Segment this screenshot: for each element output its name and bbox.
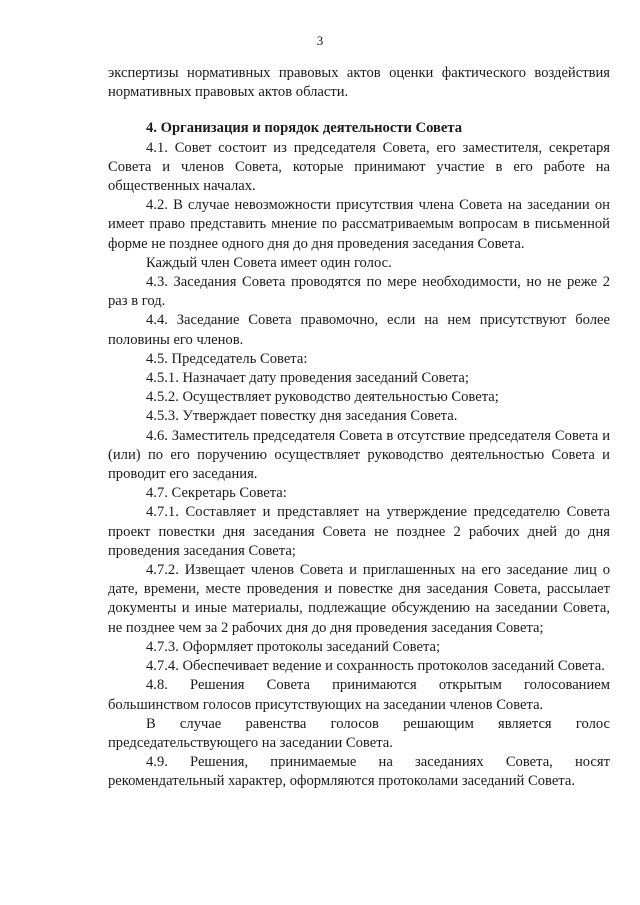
document-body	[108, 64, 610, 792]
paragraph-4-5-3: 4.5.3. Утверждает повестку дня заседания Совета.	[146, 408, 458, 425]
paragraph-4-5: 4.5. Председатель Совета:	[146, 350, 308, 367]
paragraph-4-7-3: 4.7.3. Оформляет протоколы заседаний Совета;	[146, 638, 441, 655]
paragraph-4-7-2: 4.7.2. Извещает членов Совета и приглашенных на его заседание лиц о дате, времени, месте проведения и повестке дня заседания Совета, рассылает документы и иные материалы, подлежащие обсуждению на заседании Совета, не позднее чем за 2 рабочих дня до дня проведения заседания Совета;	[108, 562, 610, 636]
paragraph-4-9: 4.9. Решения, принимаемые на заседаниях Совета, носят рекомендательный характер, оформляются протоколами заседаний Совета.	[108, 754, 610, 790]
paragraph-4-7-1: 4.7.1. Составляет и представляет на утверждение председателю Совета проект повестки дня заседания Совета не позднее 2 рабочих дней до дня проведения заседания Совета;	[108, 504, 610, 559]
paragraph-4-7: 4.7. Секретарь Совета:	[146, 485, 287, 502]
section-heading: 4. Организация и порядок деятельности Совета	[146, 120, 463, 137]
paragraph-4-6: 4.6. Заместитель председателя Совета в отсутствие председателя Совета и (или) по его поручению осуществляет руководство деятельностью Совета и проводит его заседания.	[108, 427, 610, 483]
paragraph-4-5-1: 4.5.1. Назначает дату проведения заседаний Совета;	[146, 370, 469, 387]
paragraph-4-5-2: 4.5.2. Осуществляет руководство деятельностью Совета;	[146, 389, 499, 406]
continuation-paragraph: экспертизы нормативных правовых актов оценки фактического воздействия нормативных правовых актов области.	[108, 65, 610, 101]
paragraph-4-1: 4.1. Совет состоит из председателя Совета, его заместителя, секретаря Совета и членов Совета, которые принимают участие в его работе на общественных началах.	[108, 139, 610, 195]
paragraph-4-3: 4.3. Заседания Совета проводятся по мере необходимости, но не реже 2 раз в год.	[108, 274, 610, 310]
paragraph-vote: Каждый член Совета имеет один голос.	[146, 254, 392, 271]
paragraph-4-2: 4.2. В случае невозможности присутствия члена Совета на заседании он имеет право представить мнение по рассматриваемым вопросам в письменной форме не позднее одного дня до дня проведения заседания Совета.	[108, 197, 610, 252]
paragraph-4-8: 4.8. Решения Совета принимаются открытым голосованием большинством голосов присутствующих на заседании членов Совета.	[108, 677, 610, 713]
page-number: 3	[316, 33, 324, 48]
paragraph-4-4: 4.4. Заседание Совета правомочно, если на нем присутствуют более половины его членов.	[108, 312, 610, 348]
paragraph-4-7-4: 4.7.4. Обеспечивает ведение и сохранность протоколов заседаний Совета.	[146, 658, 605, 675]
paragraph-tie-vote: В случае равенства голосов решающим является голос председательствующего на заседании Совета.	[108, 715, 610, 751]
